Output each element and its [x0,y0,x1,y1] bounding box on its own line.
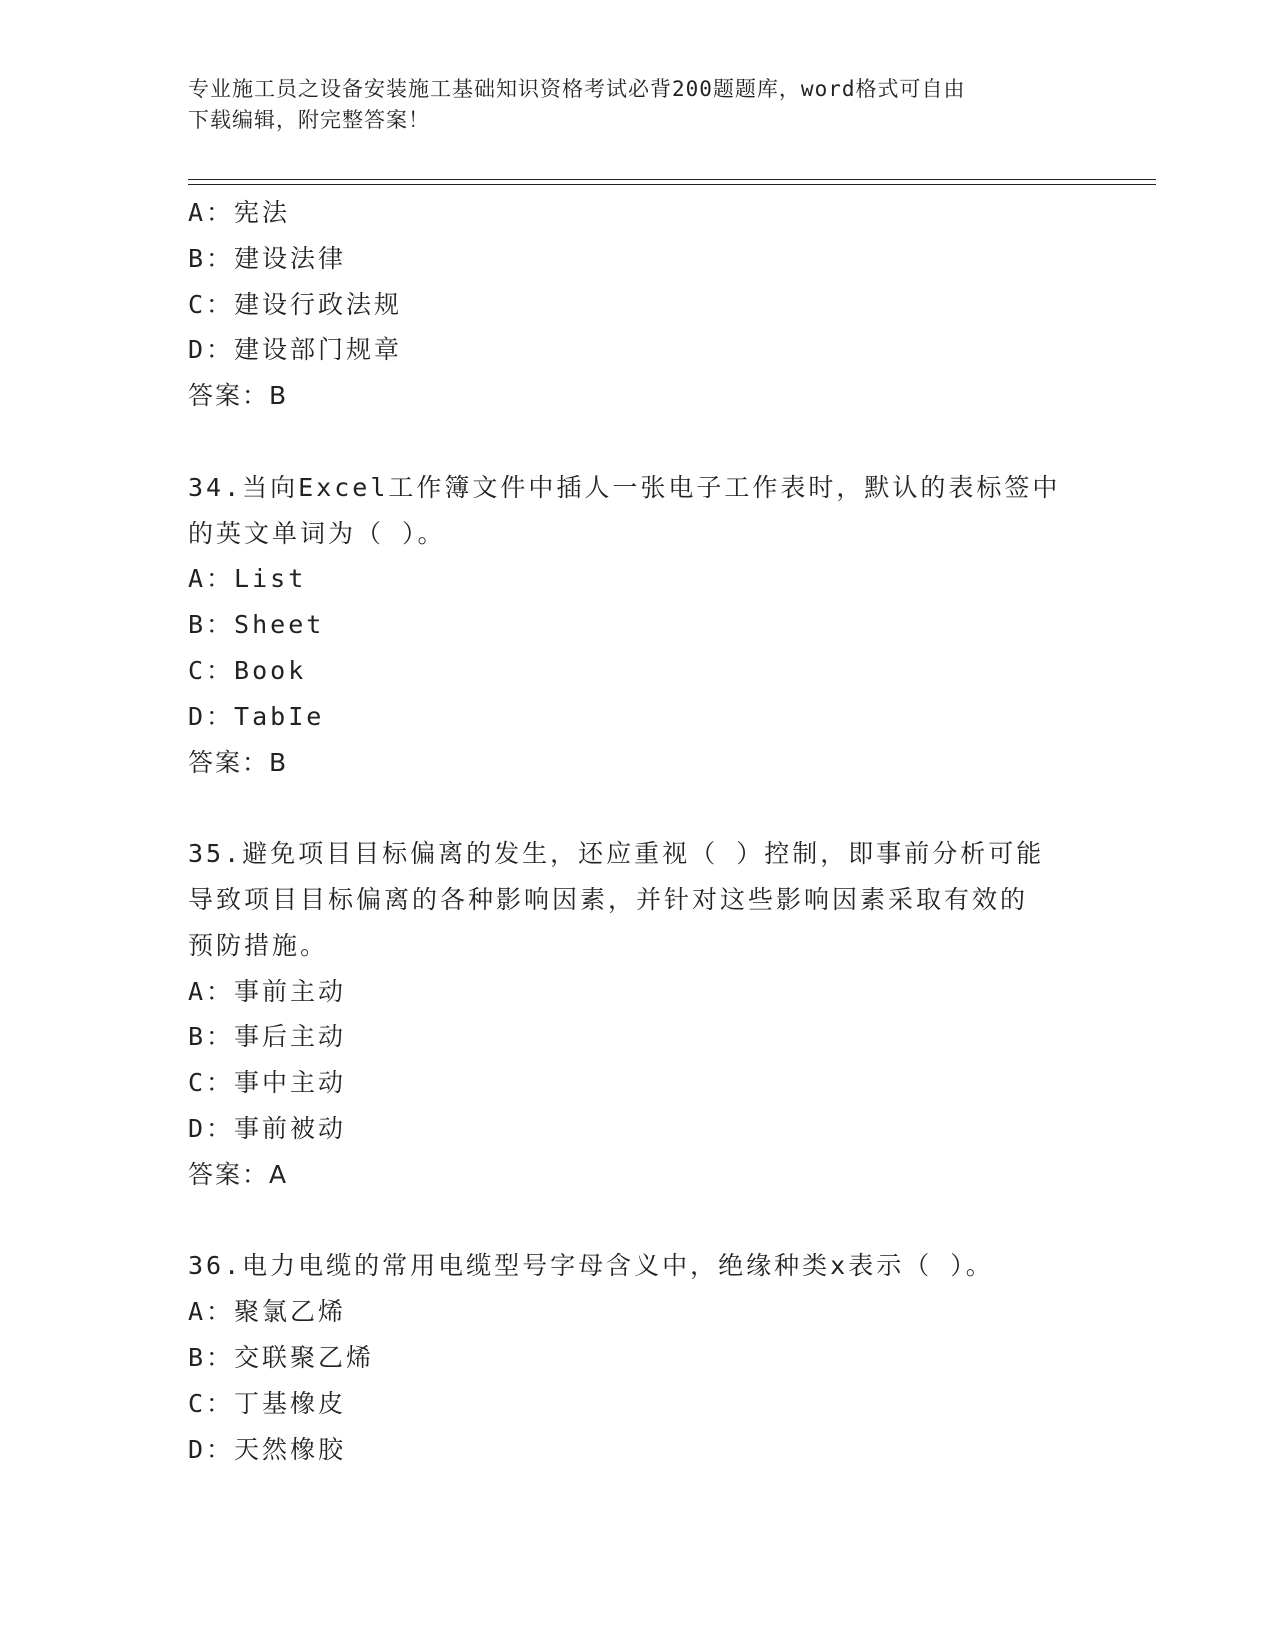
option-b: B：Sheet [188,610,325,640]
option-d: D：TabIe [188,701,325,731]
option-b: B：建设法律 [188,243,347,273]
answer: 答案：B [188,381,289,411]
question-33 [188,190,1088,419]
question-stem-line: 34.当向Excel工作簿文件中插人一张电子工作表时，默认的表标签中 [188,472,1061,502]
question-spacer [188,785,1088,831]
header-line-2: 下载编辑，附完整答案！ [188,108,430,132]
option-a: A：聚氯乙烯 [188,1297,347,1327]
option-a: A：事前主动 [188,976,347,1006]
option-b: B：交联聚乙烯 [188,1342,375,1372]
option-c: C：Book [188,655,307,685]
option-d: D：事前被动 [188,1113,347,1143]
question-34 [188,465,1088,786]
answer: 答案：B [188,747,289,777]
question-spacer [188,1198,1088,1244]
option-a: A：宪法 [188,198,291,227]
question-stem-line: 的英文单词为（ ）。 [188,518,446,548]
question-stem-line: 预防措施。 [188,930,329,960]
question-stem-line: 35.避免项目目标偏离的发生，还应重视（ ）控制，即事前分析可能 [188,839,1045,869]
header-line-1: 专业施工员之设备安装施工基础知识资格考试必背200题题库，word格式可自由 [188,77,966,101]
question-35 [188,831,1088,1197]
option-c: C：事中主动 [188,1068,347,1098]
question-spacer [188,419,1088,465]
question-stem-line: 36.电力电缆的常用电缆型号字母含义中，绝缘种类x表示（ ）。 [188,1251,994,1281]
question-list [188,190,1088,1472]
option-d: D：建设部门规章 [188,335,403,365]
question-stem-line: 导致项目目标偏离的各种影响因素，并针对这些影响因素采取有效的 [188,884,1029,914]
option-d: D：天然橡胶 [188,1434,347,1464]
option-c: C：建设行政法规 [188,289,403,319]
header-rule-top [188,179,1156,180]
option-c: C：丁基橡皮 [188,1388,347,1418]
document-header [188,74,1068,136]
answer: 答案：A [188,1159,289,1189]
option-a: A：List [188,564,307,594]
question-36 [188,1243,1088,1472]
header-rule-bottom [188,184,1156,185]
option-b: B：事后主动 [188,1022,347,1052]
